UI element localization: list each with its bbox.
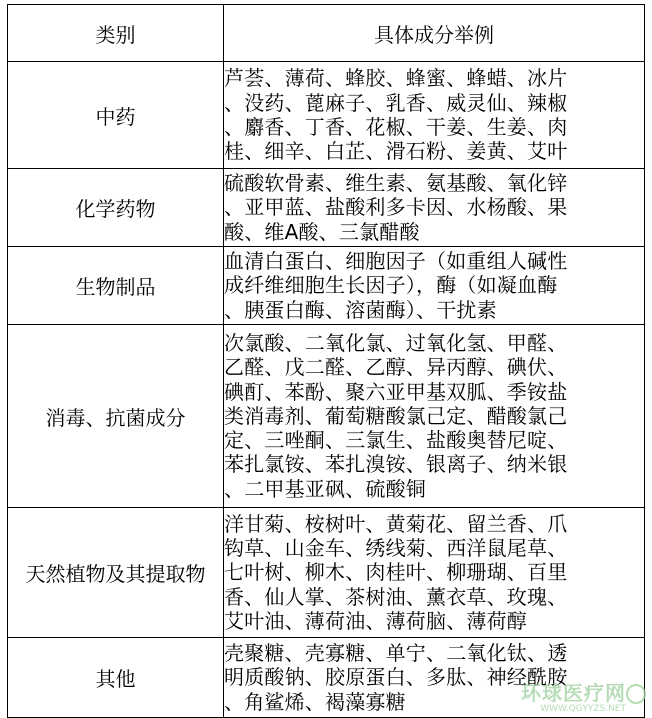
table-header-row <box>8 5 645 62</box>
row-category: 中药 <box>8 62 224 169</box>
watermark-url: WWW.QGYYZS.NET <box>540 704 626 714</box>
table-row <box>8 62 645 169</box>
examples-text: 硫酸软骨素、维生素、氨基酸、氧化锌 、亚甲蓝、盐酸利多卡因、水杨酸、果 酸、维A酸、三氯醋酸 <box>224 171 568 244</box>
examples-text: 次氯酸、二氧化氯、过氧化氢、甲醛、 乙醛、戊二醛、乙醇、异丙醇、碘伏、 碘酊、苯酚、聚六亚甲基双胍、季铵盐 类消毒剂、葡萄糖酸氯己定、醋酸氯己 定、三唑酮、三氯生、盐酸奥替尼啶、 苯扎氯铵、苯扎溴铵、银离子、纳米银 、二甲基亚砜、硫酸铜 <box>224 330 568 501</box>
row-category: 化学药物 <box>8 169 224 247</box>
table-row <box>8 638 645 718</box>
table-row <box>8 508 645 638</box>
row-examples <box>224 325 645 508</box>
row-category: 消毒、抗菌成分 <box>8 325 224 508</box>
row-examples <box>224 638 645 718</box>
row-examples <box>224 169 645 247</box>
row-examples <box>224 247 645 325</box>
row-category: 其他 <box>8 638 224 718</box>
examples-text: 芦荟、薄荷、蜂胶、蜂蜜、蜂蜡、冰片 、没药、蓖麻子、乳香、威灵仙、辣椒 、麝香、丁香、花椒、干姜、生姜、肉 桂、细辛、白芷、滑石粉、姜黄、艾叶 <box>224 66 568 164</box>
ingredients-table <box>7 4 645 718</box>
header-examples: 具体成分举例 <box>224 5 645 62</box>
examples-text: 洋甘菊、桉树叶、黄菊花、留兰香、爪 钩草、山金车、绣线菊、西洋鼠尾草、 七叶树、柳木、肉桂叶、柳珊瑚、百里 香、仙人掌、茶树油、薰衣草、玫瑰、 艾叶油、薄荷油、薄荷脑、薄荷醇 <box>224 511 568 633</box>
header-category: 类别 <box>8 5 224 62</box>
row-examples <box>224 508 645 638</box>
table-row <box>8 325 645 508</box>
row-category: 天然植物及其提取物 <box>8 508 224 638</box>
examples-text: 血清白蛋白、细胞因子（如重组人碱性 成纤维细胞生长因子），酶（如凝血酶 、胰蛋白酶、溶菌酶）、干扰素 <box>224 249 568 322</box>
examples-text: 壳聚糖、壳寡糖、单宁、二氧化钛、透 明质酸钠、胶原蛋白、多肽、神经酰胺 、角鲨烯、褐藻寡糖 <box>224 641 568 714</box>
table-row <box>8 247 645 325</box>
table-row <box>8 169 645 247</box>
watermark-text: 环球医疗网 <box>521 681 626 705</box>
row-examples <box>224 62 645 169</box>
row-category: 生物制品 <box>8 247 224 325</box>
